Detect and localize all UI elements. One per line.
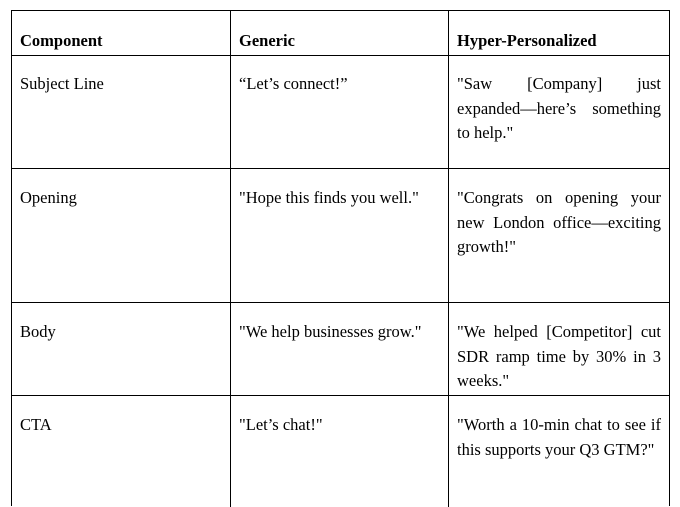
- cell-personalized: [449, 396, 669, 507]
- cell-generic: [231, 56, 449, 168]
- header-cell-generic: Generic: [231, 11, 449, 55]
- cell-text: "Congrats on opening your new London office—exciting growth!": [457, 188, 661, 256]
- cell-component: [12, 169, 231, 302]
- cell-text: "Hope this finds you well.": [239, 188, 419, 207]
- table-row: [12, 303, 669, 396]
- cell-personalized: [449, 303, 669, 395]
- header-cell-hyper-personalized: Hyper-Personalized: [457, 31, 597, 50]
- cell-component: [12, 396, 231, 507]
- header-cell-component: Component: [12, 11, 231, 55]
- table-header-row: [12, 11, 669, 56]
- cell-component: [12, 56, 231, 168]
- cell-text: "Saw [Company] just expanded—here’s something to help.": [457, 74, 661, 142]
- cell-text: Opening: [20, 188, 77, 207]
- table-row: [12, 56, 669, 169]
- cell-generic: [231, 396, 449, 507]
- cell-text: "Worth a 10-min chat to see if this supports your Q3 GTM?": [457, 415, 661, 459]
- cell-text: Subject Line: [20, 74, 104, 93]
- table-row: [12, 396, 669, 507]
- cell-generic: [231, 169, 449, 302]
- cell-personalized: [449, 169, 669, 302]
- cell-text: "We help businesses grow.": [239, 322, 422, 341]
- cell-text: "Let’s chat!": [239, 415, 323, 434]
- cell-text: "We helped [Competitor] cut SDR ramp time by 30% in 3 weeks.": [457, 322, 661, 390]
- cell-personalized: [449, 56, 669, 168]
- cell-generic: [231, 303, 449, 395]
- cell-text: CTA: [20, 415, 52, 434]
- cell-text: “Let’s connect!”: [239, 74, 348, 93]
- comparison-table: [11, 10, 670, 506]
- table-row: [12, 169, 669, 303]
- cell-text: Body: [20, 322, 56, 341]
- cell-component: [12, 303, 231, 395]
